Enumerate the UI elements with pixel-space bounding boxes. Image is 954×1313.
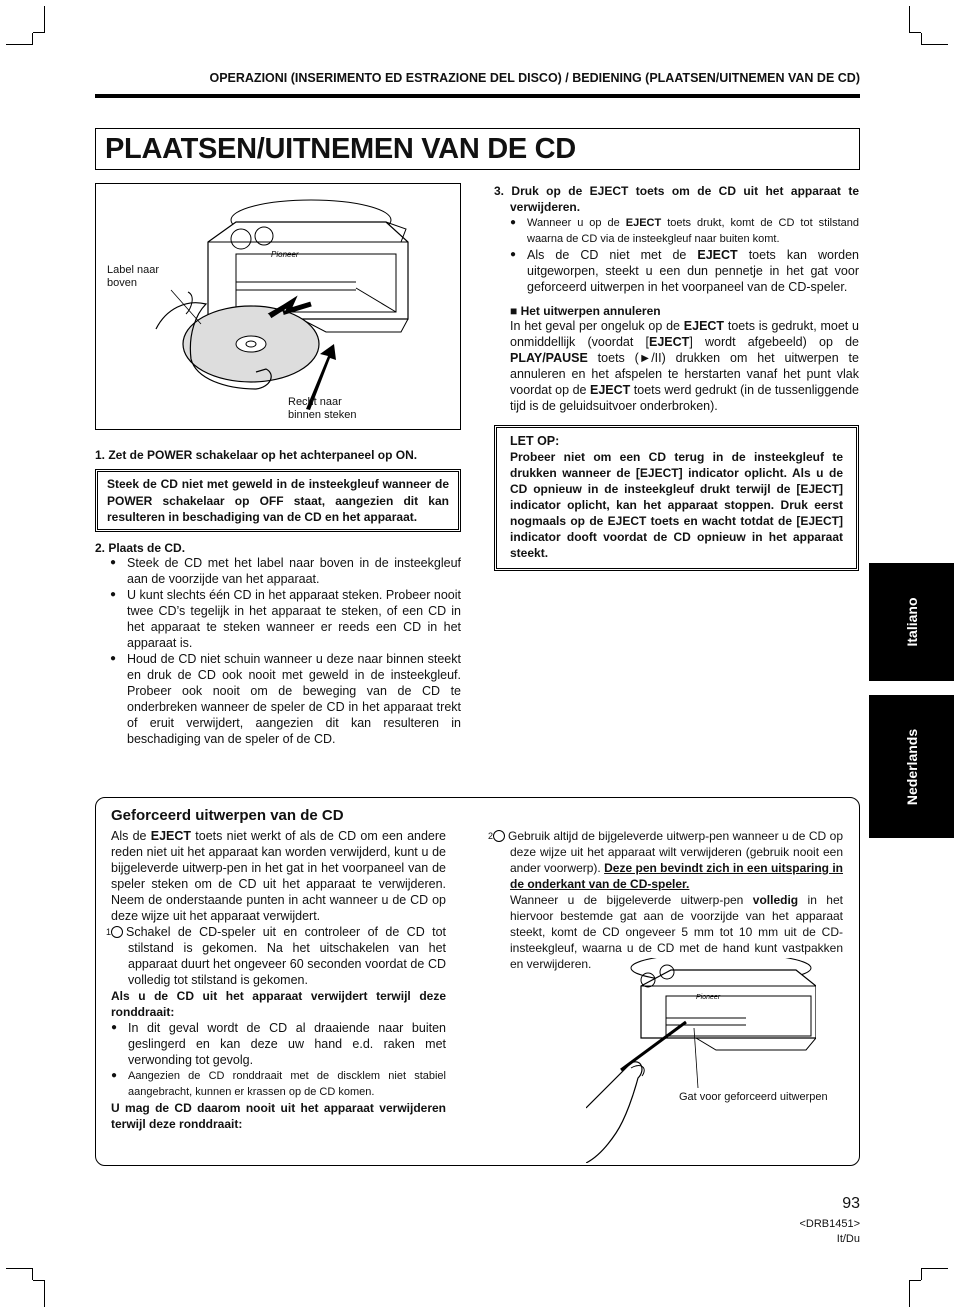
language-code: It/Du (836, 1233, 860, 1245)
forced-item-2: 2 Gebruik altijd de bijgeleverde uitwerp-pen wanneer u de CD op deze wijze uit het apparaat wilt verwijderen (gebruik nooit een ander voorwerp). Deze pen bevindt zich in een uitsparing in de onderkant van de CD-speler. (487, 829, 844, 891)
document-code: <DRB1451> (799, 1218, 860, 1230)
svg-text:Pioneer: Pioneer (696, 994, 721, 1001)
caution-heading: LET OP: (510, 434, 560, 448)
step-2-bullet: ● U kunt slechts één CD in het apparaat steken. Probeer nooit twee CD’s tegelijk in het apparaat te steken, of een CD in het apparaat te steken wanneer er reeds een CD in het apparaat is. (110, 587, 461, 651)
forced-item-1: 1 Schakel de CD-speler uit en controleer of de CD tot stilstand is gekomen. Na het uitschakelen van het apparaat duurt het ongeveer 60 seconden voordat de CD volledig tot stilstand is gekomen. (105, 925, 446, 987)
caution-body: Probeer niet om een CD terug in de insteekgleuf te drukken wanneer de [EJECT] indicator oplicht. Als u de CD opnieuw in de insteekgleuf drukt terwijl de [EJECT] indicator oplicht, kan het apparaat stoppen. Druk eerst nogmaals op de EJECT toets en wacht totdat de [EJECT] indicator dooft voordat de CD opnieuw in het apparaat steekt. (510, 450, 843, 560)
forced-intro: Als de EJECT toets niet werkt of als de CD om een andere reden niet uit het apparaat kan worden verwijderd, kunt u de bijgeleverde uitwerp-pen in het gat in het voorpaneel van de speler steken om de CD uit het apparaat te verwijderen. Neem de onderstaande punten in acht wanneer u de CD op deze wijze uit het apparaat verwijdert. (111, 829, 447, 923)
forced-eject-heading: Geforceerd uitwerpen van de CD (111, 807, 344, 824)
running-header: OPERAZIONI (INSERIMENTO ED ESTRAZIONE DEL DISCO) / BEDIENING (PLAATSEN/UITNEMEN VAN DE CD) (209, 71, 860, 85)
forced-item-2b: Wanneer u de bijgeleverde uitwerp-pen volledig in het hiervoor bestemde gat aan de voorzijde van het apparaat steekt, komt de CD ongeveer 5 mm tot 10 mm uit de CD-insteekgleuf, waarna u de CD met de hand kunt vastpakken en verwijderen. (510, 893, 843, 971)
step-3-bullet: ● Wanneer u op de EJECT toets drukt, komt de CD tot stilstand waarna de CD via de insteekgleuf naar buiten komt. (510, 215, 859, 247)
label-top-line1: Label naar (107, 264, 159, 276)
page-number: 93 (842, 1195, 860, 1212)
step-2-heading: 2. Plaats de CD. (95, 541, 186, 555)
caution-box (494, 425, 859, 571)
forced-warn-2: U mag de CD daarom nooit uit het apparaat verwijderen terwijl deze ronddraait: (111, 1101, 446, 1131)
step-3-bullet: ● Als de CD niet met de EJECT toets kan worden uitgeworpen, steekt u een dun pennetje in het gat voor geforceerd uitwerpen in het voorpaneel van de CD-speler. (510, 247, 859, 295)
forced-warn-1: Als u de CD uit het apparaat verwijdert terwijl deze ronddraait: (111, 989, 446, 1019)
header-rule (95, 94, 860, 98)
step-2 (95, 541, 461, 747)
tab-nederlands-label: Nederlands (903, 728, 920, 805)
step-3-heading: 3. Druk op de EJECT toets om de CD uit het apparaat te verwijderen. (494, 184, 859, 214)
page-title: PLAATSEN/UITNEMEN VAN DE CD (105, 133, 576, 165)
title-box (95, 128, 860, 170)
tab-italiano-label: Italiano (903, 597, 920, 647)
circled-number-1: 1 (111, 926, 123, 938)
cd-player-illustration (96, 184, 460, 429)
warning-text: Steek de CD niet met geweld in de insteekgleuf wanneer de POWER schakelaar op OFF staat, aangezien dit kan resulteren in beschadiging van de CD en het apparaat. (107, 477, 449, 524)
step-3 (494, 183, 859, 414)
forced-eject-panel (95, 797, 860, 1166)
forced-eject-hole-label: Gat voor geforceerd uitwerpen (679, 1091, 828, 1103)
step-2-bullet: ● Houd de CD niet schuin wanneer u deze naar binnen steekt en druk de CD ook nooit met geweld in de insteekgleuf. Probeer ook nooit om de beweging van de CD te onderbreken wanneer de speler de CD in het apparaat trekt of eruit verwijdert, aangezien dit kan resulteren in beschadiging van de speler of de CD. (110, 651, 461, 747)
tab-nederlands[interactable] (869, 695, 954, 838)
cancel-body: In het geval per ongeluk op de EJECT toets is gedrukt, moet u onmiddellijk (voordat [EJECT] wordt afgebeeld) op de PLAY/PAUSE toets (►/II) drukken om het uitwerpen te annuleren en het afspelen te herstarten vanaf het punt vlak voordat op de EJECT toets werd gedrukt (in de tussenliggende tijd is de geluidsuitvoer onderbroken). (510, 319, 859, 413)
step-1: 1. Zet de POWER schakelaar op het achterpaneel op ON. (95, 448, 418, 462)
step-2-bullet: ● Steek de CD met het label naar boven in de insteekgleuf aan de voorzijde van het apparaat. (110, 555, 461, 587)
circled-number-2: 2 (493, 830, 505, 842)
forced-eject-right-column (487, 828, 844, 972)
forced-bullet: ● In dit geval wordt de CD al draaiende naar buiten geslingerd en kan deze uw hand e.d. raken met verwonding tot gevolg. (111, 1020, 446, 1068)
label-insert-straight (288, 396, 357, 422)
label-top-up (107, 264, 159, 290)
label-bottom-line1: Recht naar (288, 396, 342, 408)
forced-eject-left-column (105, 828, 447, 1132)
forced-eject-illustration (586, 958, 816, 1163)
tab-italiano[interactable] (869, 563, 954, 681)
forced-bullet: ● Aangezien de CD ronddraait met de discklem niet stabiel aangebracht, kunnen er krassen op de CD komen. (111, 1068, 446, 1100)
brand-text: Pioneer (271, 250, 299, 259)
cd-insertion-figure (95, 183, 461, 430)
label-top-line2: boven (107, 277, 137, 289)
label-bottom-line2: binnen steken (288, 409, 357, 421)
warning-box (95, 469, 461, 532)
cancel-heading: ■ Het uitwerpen annuleren (510, 304, 661, 318)
